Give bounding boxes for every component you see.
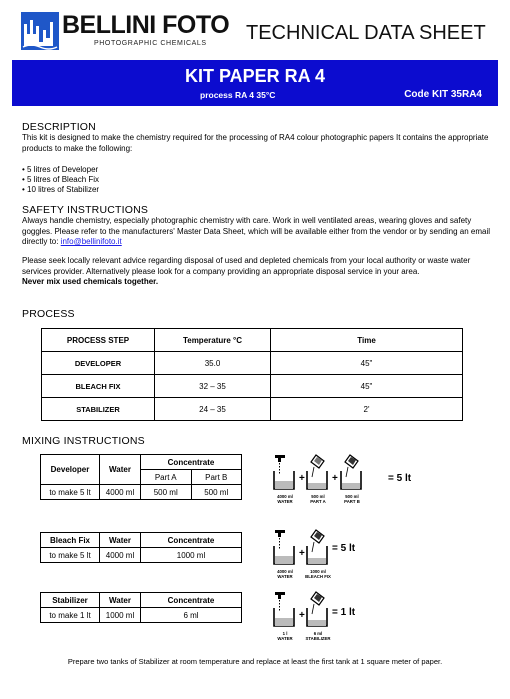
kit-title: KIT PAPER RA 4 xyxy=(184,66,326,86)
water-volume: 1000 ml xyxy=(100,608,141,623)
description-heading: DESCRIPTION xyxy=(22,121,96,133)
footer-note: Prepare two tanks of Stabilizer at room temperature and replace at least the first tank at 1 square meter of paper. xyxy=(67,657,443,666)
process-heading: PROCESS xyxy=(22,308,75,320)
concentrate-volume: 6 ml xyxy=(141,608,242,623)
brand-subtitle: PHOTOGRAPHIC CHEMICALS xyxy=(94,40,207,47)
time: 2' xyxy=(271,398,463,421)
part-a-volume: 500 ml xyxy=(141,485,192,500)
temperature: 32 – 35 xyxy=(155,375,271,398)
diagram-label: 4000 ml WATER xyxy=(277,569,293,579)
diagram-label: 1 l WATER xyxy=(277,631,293,641)
table-row xyxy=(42,398,463,421)
logo-icon xyxy=(21,12,59,50)
developer-label: Developer xyxy=(41,455,100,485)
bleach-mix-table xyxy=(40,532,242,563)
safety-text-body: Always handle chemistry, especially photographic chemistry with care. Work in well ventilated areas, wearing gloves and safety goggles. Please refer to the manufacturers' Master Data Sheet, which will be available either from the vendor or by sending an email directly to: xyxy=(22,216,490,246)
table-row xyxy=(41,608,242,623)
disposal-text xyxy=(22,256,496,288)
temperature: 35.0 xyxy=(155,352,271,375)
safety-text xyxy=(22,216,496,248)
developer-mix-diagram xyxy=(272,453,447,513)
list-item: • 5 litres of Developer xyxy=(22,165,99,175)
diagram-result: = 1 lt xyxy=(332,607,356,618)
part-b-label: Part B xyxy=(191,470,242,485)
email-link[interactable]: info@bellinifoto.it xyxy=(60,237,122,246)
svg-text:+: + xyxy=(299,473,305,484)
disposal-text-body: Please seek locally relevant advice regarding disposal of used and depleted chemicals from your local authority or waste water services provider. Alternatively please look for a company providing an appropriate disposal service in your area. xyxy=(22,256,471,276)
concentrate-label: Concentrate xyxy=(141,533,242,548)
diagram-label: 500 ml PART B xyxy=(344,494,360,504)
developer-mix-table xyxy=(40,454,242,500)
diagram-result: = 5 lt xyxy=(388,473,412,484)
water-volume: 4000 ml xyxy=(100,548,141,563)
list-item: • 5 litres of Bleach Fix xyxy=(22,175,99,185)
list-item: • 10 litres of Stabilizer xyxy=(22,185,99,195)
column-header: Temperature °C xyxy=(155,329,271,352)
process-step: STABILIZER xyxy=(42,398,155,421)
time: 45" xyxy=(271,375,463,398)
stabilizer-mix-table xyxy=(40,592,242,623)
concentrate-volume: 1000 ml xyxy=(141,548,242,563)
stabilizer-mix-diagram xyxy=(272,590,422,645)
table-row xyxy=(41,548,242,563)
brand-name: BELLINI FOTO xyxy=(62,11,230,39)
target-volume: to make 1 lt xyxy=(41,608,100,623)
water-volume: 4000 ml xyxy=(100,485,141,500)
diagram-label: 6 ml STABILIZER xyxy=(305,631,331,641)
contents-list xyxy=(22,165,99,195)
warning-text: Never mix used chemicals together. xyxy=(22,277,159,286)
document-title: TECHNICAL DATA SHEET xyxy=(246,22,486,44)
stabilizer-label: Stabilizer xyxy=(41,593,100,608)
table-row xyxy=(42,352,463,375)
diagram-result: = 5 lt xyxy=(332,543,356,554)
svg-text:+: + xyxy=(299,610,305,621)
bleach-label: Bleach Fix xyxy=(41,533,100,548)
water-label: Water xyxy=(100,533,141,548)
target-volume: to make 5 lt xyxy=(41,548,100,563)
target-volume: to make 5 lt xyxy=(41,485,100,500)
column-header: PROCESS STEP xyxy=(42,329,155,352)
process-step: BLEACH FIX xyxy=(42,375,155,398)
mix-illustration-icon xyxy=(272,453,384,493)
concentrate-label: Concentrate xyxy=(141,593,242,608)
mixing-heading: MIXING INSTRUCTIONS xyxy=(22,435,145,447)
bleach-mix-diagram xyxy=(272,528,422,583)
safety-heading: SAFETY INSTRUCTIONS xyxy=(22,204,149,216)
diagram-label: 1000 ml BLEACH FIX xyxy=(305,569,331,579)
description-text: This kit is designed to make the chemistry required for the processing of RA4 colour photographic papers It contains the appropriate products to make the following: xyxy=(22,133,489,153)
part-a-label: Part A xyxy=(141,470,192,485)
svg-text:+: + xyxy=(332,473,338,484)
time: 45" xyxy=(271,352,463,375)
table-header-row xyxy=(42,329,463,352)
process-step: DEVELOPER xyxy=(42,352,155,375)
title-banner xyxy=(12,60,498,106)
svg-text:+: + xyxy=(299,548,305,559)
column-header: Time xyxy=(271,329,463,352)
product-code: Code KIT 35RA4 xyxy=(404,89,482,100)
diagram-label: 4000 ml WATER xyxy=(277,494,293,504)
water-label: Water xyxy=(100,593,141,608)
water-label: Water xyxy=(100,455,141,485)
diagram-label: 500 ml PART A xyxy=(310,494,326,504)
table-row xyxy=(41,485,242,500)
table-row xyxy=(42,375,463,398)
process-label: process RA 4 35°C xyxy=(200,90,276,100)
part-b-volume: 500 ml xyxy=(191,485,242,500)
process-table xyxy=(41,328,463,421)
temperature: 24 – 35 xyxy=(155,398,271,421)
concentrate-label: Concentrate xyxy=(141,455,242,470)
